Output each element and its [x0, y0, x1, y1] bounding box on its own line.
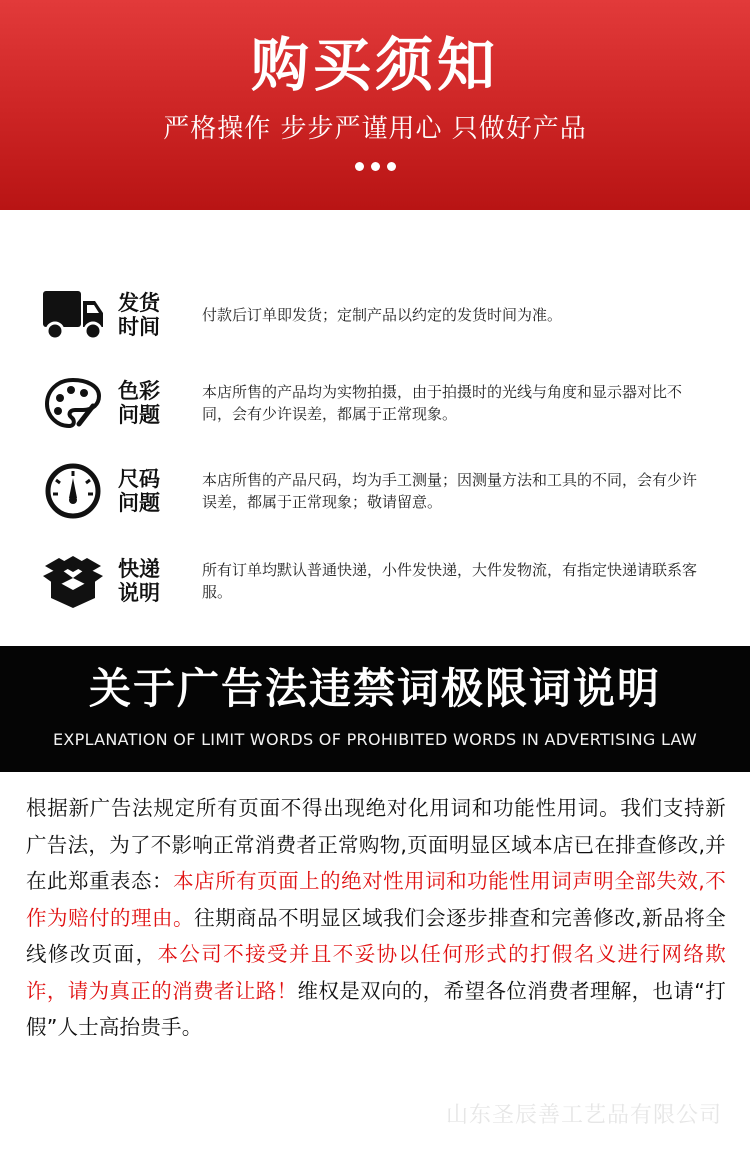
notice-desc: 付款后订单即发货；定制产品以约定的发货时间为准。	[202, 306, 563, 324]
notice-desc: 本店所售的产品均为实物拍摄，由于拍摄时的光线与角度和显示器对比不同，会有少许误差，都属于正常现象。	[202, 383, 683, 423]
statement-highlight: 本店所有页面上的绝对性用词和功能性用词声明全部失效,不作为赔付的理由。	[26, 869, 726, 930]
gauge-icon	[40, 460, 106, 522]
page-title: 购买须知	[250, 31, 499, 99]
statement-highlight: 本公司不接受并且不妥协以任何形式的打假名义进行网络欺诈，请为真正的消费者让路！	[26, 942, 727, 1003]
page-subtitle: 严格操作 步步严谨用心 只做好产品	[163, 114, 587, 144]
notice-shipping	[40, 280, 720, 350]
statement-text: 根据新广告法规定所有页面不得出现绝对化用词和功能性用词。我们支持新广告法，为了不影响正常消费者正常购物,页面明显区域本店已在排查修改,并在此郑重表态：	[26, 796, 726, 893]
truck-icon	[40, 284, 106, 346]
notice-label: 发货 时间	[118, 291, 160, 339]
notice-label: 快递 说明	[118, 557, 160, 605]
law-subtitle: EXPLANATION OF LIMIT WORDS OF PROHIBITED WORDS IN ADVERTISING LAW	[52, 730, 698, 749]
notice-delivery	[40, 546, 720, 616]
notice-desc: 所有订单均默认普通快递，小件发快递，大件发物流，有指定快递请联系客服。	[202, 561, 698, 601]
law-title: 关于广告法违禁词极限词说明	[88, 664, 661, 713]
watermark: 山东圣辰善工艺品有限公司	[445, 1103, 722, 1128]
law-title-band	[0, 646, 750, 772]
notice-color	[40, 368, 720, 438]
statement-text: 维权是双向的，希望各位消费者理解，也请“打假”人士高抬贵手。	[26, 978, 726, 1039]
decorative-dots	[0, 162, 750, 171]
statement-text: 往期商品不明显区域我们会逐步排查和完善修改,新品将全线修改页面，	[26, 905, 726, 966]
notice-label: 尺码 问题	[118, 467, 160, 515]
notice-size	[40, 456, 720, 526]
box-icon	[40, 550, 106, 612]
notice-label: 色彩 问题	[118, 379, 160, 427]
notice-list	[0, 210, 750, 646]
header-banner	[0, 0, 750, 210]
law-statement	[26, 790, 726, 1046]
notice-desc: 本店所售的产品尺码，均为手工测量；因测量方法和工具的不同，会有少许误差，都属于正常现象；敬请留意。	[202, 471, 698, 511]
palette-icon	[40, 372, 106, 434]
